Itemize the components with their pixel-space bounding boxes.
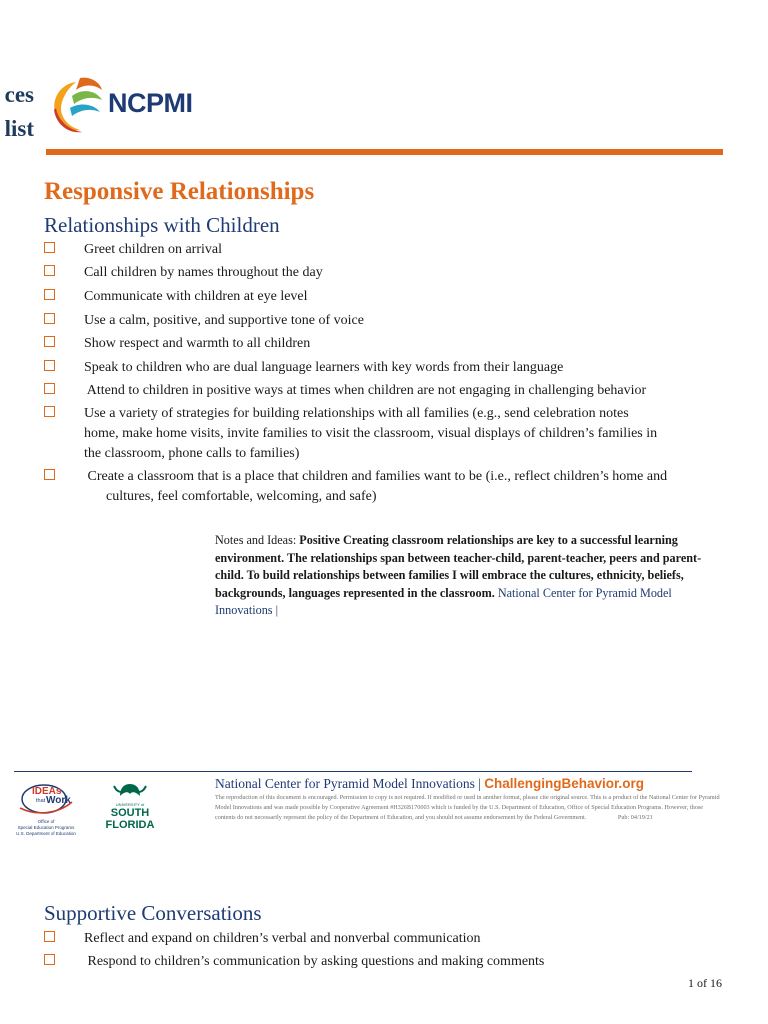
checkbox[interactable] — [44, 469, 55, 480]
notes-and-ideas — [215, 532, 705, 620]
ncpmi-logo — [46, 74, 196, 136]
checklist-item-text: Attend to children in positive ways at times when children are not engaging in challenging behavior — [84, 383, 647, 398]
checkbox[interactable] — [44, 383, 55, 394]
checklist-item-text: Use a calm, positive, and supportive tone of voice — [84, 313, 364, 328]
disclaimer-text: The reproduction of this document is encouraged. Permission to copy is not required. If modified or used in another format, please cite original source. This is a product of the National Center for Pyramid Model Innovations and was made possible by Cooperative Agreement #H326B170003 which is funded by the U.S. Department of Education, Office of Special Education Programs. However, those contents do not necessarily represent the policy of the Department of Education, and you should not assume endorsement by the Federal Government. — [215, 794, 720, 821]
notes-body: Positive Creating classroom relationships are key to a successful learning environment. The relationships span between teacher-child, parent-teacher, peers and parent-child. To build relationships between families I will embrace the cultures, ethnicity, beliefs, backgrounds, languages represented in the classroom. — [215, 533, 702, 600]
header-title-line1: ces — [4, 82, 34, 107]
footer-org — [215, 776, 644, 792]
ideas-that-work-logo — [14, 782, 78, 842]
checklist-item-text: Communicate with children at eye level — [84, 289, 308, 304]
footer-org-name: National Center for Pyramid Model Innovations | — [215, 776, 485, 791]
checklist-item-text: Call children by names throughout the day — [84, 265, 323, 280]
usf-bull-icon — [102, 782, 158, 802]
footer-disclaimer — [215, 793, 720, 823]
checkbox[interactable] — [44, 313, 55, 324]
header-divider — [46, 149, 723, 155]
footer-website-link[interactable]: ChallengingBehavior.org — [484, 776, 645, 791]
usf-logo-line1: SOUTH — [110, 807, 150, 819]
checkbox[interactable] — [44, 406, 55, 417]
ncpmi-logo-text: NCPMI — [108, 88, 193, 118]
checklist-item-text: Reflect and expand on children’s verbal and nonverbal communication — [84, 931, 481, 946]
checkbox[interactable] — [44, 289, 55, 300]
notes-link[interactable]: National Center for Pyramid Model Innovations | — [215, 585, 672, 617]
usf-logo — [102, 782, 158, 840]
checklist-item-text: Respond to children’s communication by asking questions and making comments — [84, 954, 545, 969]
page-number: 1 of 16 — [688, 976, 722, 990]
checkbox[interactable] — [44, 360, 55, 371]
ideas-logo-caption1: Office of — [37, 819, 55, 824]
checkbox[interactable] — [44, 931, 55, 942]
checklist-item-text-continued: cultures, feel comfortable, welcoming, and safe) — [106, 489, 377, 504]
relationships-heading: Relationships with Children — [44, 213, 280, 237]
checklist-item — [44, 404, 724, 466]
checklist-item-text: Create a classroom that is a place that children and families want to be (i.e., reflect children’s home and — [84, 469, 668, 484]
checklist-item-text: Show respect and warmth to all children — [84, 336, 311, 351]
footer-divider — [14, 771, 692, 772]
header-title — [0, 78, 34, 146]
ideas-logo-caption3: U.S. Department of Education — [16, 831, 76, 836]
checkbox[interactable] — [44, 242, 55, 253]
notes-label: Notes and Ideas: — [215, 533, 300, 547]
checklist-item-text: Speak to children who are dual language learners with key words from their language — [84, 360, 564, 375]
checkbox[interactable] — [44, 336, 55, 347]
checklist-item — [44, 467, 724, 509]
ncpmi-swirl-icon — [46, 74, 106, 136]
checklist-item-text: Use a variety of strategies for building relationships with all families (e.g., send celebration notes home, make home visits, invite families to visit the classroom, visual displays of children’s families in the classroom, phone calls to families) — [84, 406, 658, 461]
section-title: Responsive Relationships — [44, 178, 315, 205]
supportive-heading: Supportive Conversations — [44, 901, 262, 925]
ideas-logo-line1: IDEAs — [32, 786, 62, 797]
checklist-item-text: Greet children on arrival — [84, 242, 222, 257]
ideas-logo-line2: that — [36, 798, 46, 804]
header-title-line2: list — [4, 116, 34, 141]
checkbox[interactable] — [44, 265, 55, 276]
checkbox[interactable] — [44, 954, 55, 965]
usf-logo-small: UNIVERSITY of — [115, 802, 145, 807]
usf-logo-line2: FLORIDA — [105, 819, 155, 831]
publication-date: Pub: 04/19/21 — [617, 814, 653, 821]
ideas-logo-line3: Work — [46, 795, 71, 806]
ideas-logo-caption2: Special Education Programs — [17, 825, 75, 830]
